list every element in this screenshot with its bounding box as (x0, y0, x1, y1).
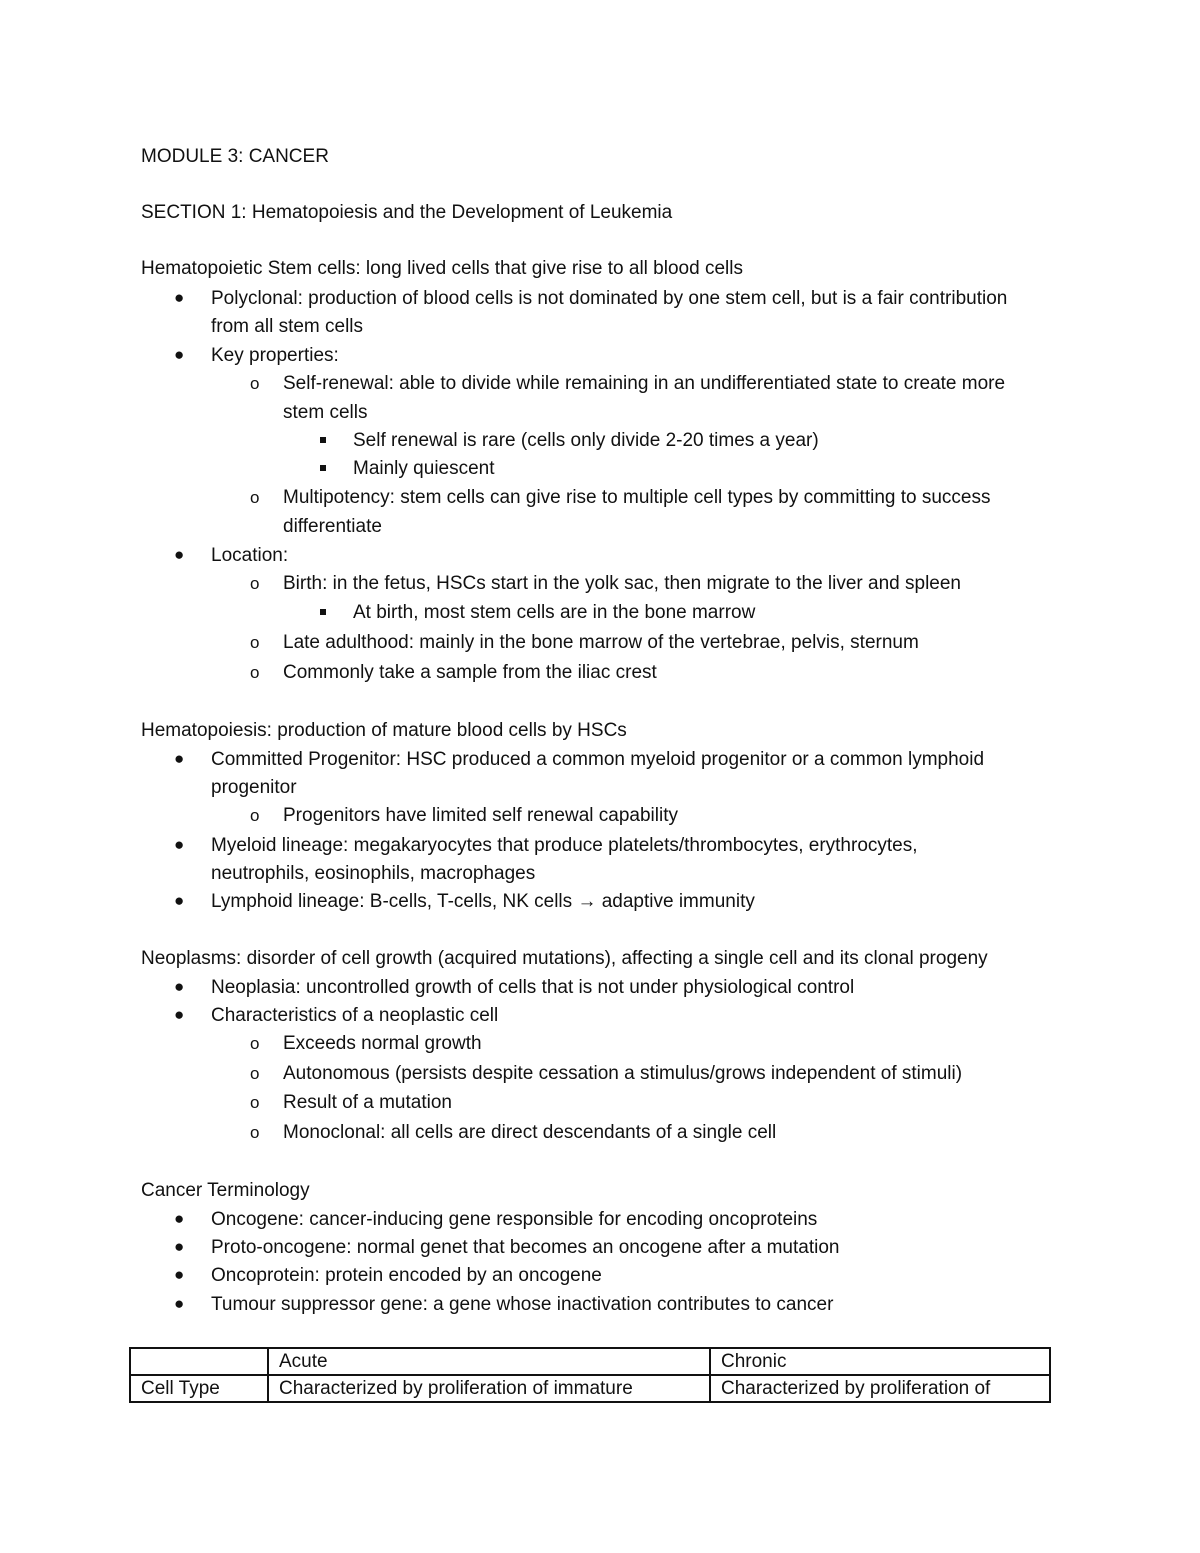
list-item: Proto-oncogene: normal genet that becomes an oncogene after a mutation (211, 1237, 840, 1258)
list-item: Exceeds normal growth (283, 1033, 482, 1054)
list-item (211, 891, 755, 913)
table-cell: Characterized by proliferation of immature (268, 1375, 710, 1402)
bullet-icon: ● (174, 288, 185, 307)
list-item: Late adulthood: mainly in the bone marrow of the vertebrae, pelvis, sternum (283, 632, 919, 653)
circle-bullet-icon: o (250, 1064, 260, 1083)
table-row (130, 1375, 1050, 1402)
bullet-icon: ● (174, 1294, 185, 1313)
circle-bullet-icon: o (250, 488, 260, 507)
square-bullet-icon (320, 465, 326, 471)
list-item: Progenitors have limited self renewal capability (283, 805, 678, 826)
table-cell: Cell Type (130, 1375, 268, 1402)
circle-bullet-icon: o (250, 663, 260, 682)
leukemia-comparison-table (129, 1347, 1051, 1403)
bullet-icon: ● (174, 1265, 185, 1284)
bullet-icon: ● (174, 749, 185, 768)
module-title: MODULE 3: CANCER (141, 146, 329, 167)
circle-bullet-icon: o (250, 1093, 260, 1112)
list-item: Multipotency: stem cells can give rise to multiple cell types by committing to success (283, 487, 991, 508)
table-header-cell: Chronic (710, 1348, 1050, 1375)
neoplasms-heading: Neoplasms: disorder of cell growth (acquired mutations), affecting a single cell and its clonal progeny (141, 948, 988, 969)
lymphoid-text: Lymphoid lineage: B-cells, T-cells, NK cells (211, 891, 573, 912)
circle-bullet-icon: o (250, 1034, 260, 1053)
list-item: Myeloid lineage: megakaryocytes that produce platelets/thrombocytes, erythrocytes, (211, 835, 918, 856)
circle-bullet-icon: o (250, 574, 260, 593)
list-item: Commonly take a sample from the iliac crest (283, 662, 657, 683)
bullet-icon: ● (174, 1209, 185, 1228)
list-item: Self-renewal: able to divide while remaining in an undifferentiated state to create more (283, 373, 1006, 394)
bullet-icon: ● (174, 835, 185, 854)
list-item: Result of a mutation (283, 1092, 452, 1113)
circle-bullet-icon: o (250, 633, 260, 652)
list-item: Polyclonal: production of blood cells is not dominated by one stem cell, but is a fair contribution (211, 288, 1008, 309)
arrow-right-icon: → (577, 891, 597, 912)
bullet-icon: ● (174, 891, 185, 910)
list-item: Key properties: (211, 345, 339, 366)
list-item: Birth: in the fetus, HSCs start in the yolk sac, then migrate to the liver and spleen (283, 573, 961, 594)
list-item-continuation: from all stem cells (211, 316, 364, 337)
circle-bullet-icon: o (250, 1123, 260, 1142)
bullet-icon: ● (174, 1005, 185, 1024)
terminology-heading: Cancer Terminology (141, 1180, 310, 1201)
list-item: Location: (211, 545, 289, 566)
list-item: Tumour suppressor gene: a gene whose inactivation contributes to cancer (211, 1294, 834, 1315)
list-item: Autonomous (persists despite cessation a stimulus/grows independent of stimuli) (283, 1063, 963, 1084)
list-item: Oncogene: cancer-inducing gene responsible for encoding oncoproteins (211, 1209, 818, 1230)
list-item: Monoclonal: all cells are direct descendants of a single cell (283, 1122, 777, 1143)
bullet-icon: ● (174, 545, 185, 564)
table-header-cell: Acute (268, 1348, 710, 1375)
circle-bullet-icon: o (250, 374, 260, 393)
section-heading: SECTION 1: Hematopoiesis and the Development of Leukemia (141, 202, 673, 223)
list-item-continuation: stem cells (283, 402, 368, 423)
list-item: At birth, most stem cells are in the bone marrow (353, 602, 756, 623)
list-item-continuation: differentiate (283, 516, 382, 537)
list-item: Oncoprotein: protein encoded by an oncogene (211, 1265, 602, 1286)
list-item-continuation: neutrophils, eosinophils, macrophages (211, 863, 536, 884)
hsc-heading: Hematopoietic Stem cells: long lived cells that give rise to all blood cells (141, 258, 743, 279)
list-item: Committed Progenitor: HSC produced a common myeloid progenitor or a common lymphoid (211, 749, 985, 770)
list-item: Self renewal is rare (cells only divide 2-20 times a year) (353, 430, 819, 451)
table-cell: Characterized by proliferation of (710, 1375, 1050, 1402)
bullet-icon: ● (174, 345, 185, 364)
list-item: Mainly quiescent (353, 458, 495, 479)
lymphoid-result: adaptive immunity (601, 891, 755, 912)
table-header-cell (130, 1348, 268, 1375)
list-item: Neoplasia: uncontrolled growth of cells that is not under physiological control (211, 977, 855, 998)
circle-bullet-icon: o (250, 806, 260, 825)
table-header-row (130, 1348, 1050, 1375)
bullet-icon: ● (174, 1237, 185, 1256)
square-bullet-icon (320, 437, 326, 443)
list-item-continuation: progenitor (211, 777, 297, 798)
list-item: Characteristics of a neoplastic cell (211, 1005, 499, 1026)
bullet-icon: ● (174, 977, 185, 996)
square-bullet-icon (320, 609, 326, 615)
hematopoiesis-heading: Hematopoiesis: production of mature blood cells by HSCs (141, 720, 627, 741)
